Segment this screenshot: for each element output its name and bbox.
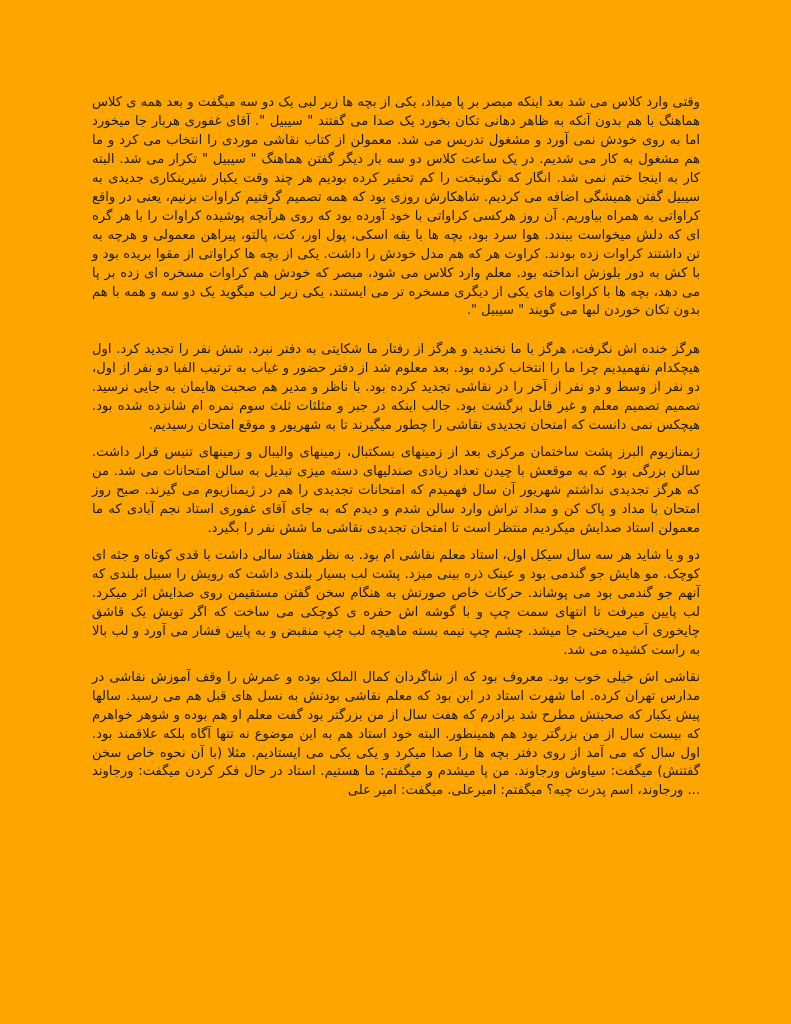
- paragraph-3: ژیمنازیوم البرز پشت ساختمان مرکزی بعد از زمینهای بسکتبال، زمینهای والیبال و زمینهای تنیس قرار داشت. سالن بزرگی بود که به موقعش با چیدن تعداد زیادی صندلیهای دسته میزی تبدیل به سالن امتحانات می شد. من که هرگز تجدیدی نداشتم شهریور آن سال فهمیدم که امتحانات تجدیدی را هم در ژیمنازیوم می گیرند. صبح روز امتحان با مداد و پاک کن و مداد تراش وارد سالن شدم و دیدم که به جای آقای غفوری استاد نجم آبادی که ما معمولن استاد صدایش میکردیم منتظر است تا امتحان تجدیدی نقاشی ما شش نفر را بگیرد.: [92, 445, 700, 537]
- document-body: [92, 94, 700, 801]
- paragraph-4: دو و یا شاید هر سه سال سیکل اول، استاد معلم نقاشی ام بود. به نظر هفتاد سالی داشت با قدی کوتاه و جثه ای کوچک. مو هایش جو گندمی بود و عینک ذره بینی میزد. پشت لب بسیار بلندی داشت که رویش را سبیل بلندی که آنهم جو گندمی بود می پوشاند. حرکات خاص صورتش به هنگام سخن گفتن مستقیمن روی صدایش اثر میکرد. لب پایین میرفت تا انتهای سمت چپ و با گوشه اش حفره ی کوچکی می ساخت که اگر تویش یک قاشق چایخوری آب میریختی جا میشد. چشم چپ نیمه بسته ماهیچه لب چپ منقبض و به پایین فشار می آورد و لب بالا به راست کشیده می شد.: [92, 547, 700, 658]
- paragraph-1: وقتی وارد کلاس می شد بعد اینکه مبصر بر پا میداد، یکی از بچه ها زیر لبی یک دو سه میگفت و بعد همه ی کلاس هماهنگ با هم بدون آنکه به ظاهر دهانی تکان بخورد یک صدا می گفتند " سیبیل ". آقای غفوری هربار جا میخورد اما به روی خودش نمی آورد و مشغول تدریس می شد. معمولن از کتاب نقاشی موردی را انتخاب می کرد و ما هم مشغول به کار می شدیم. در یک ساعت کلاس دو سه بار دیگر گفتن هماهنگ " سیبیل " تکرار می شد. البته کار به اینجا ختم نمی شد. انگار که نگونبخت را کم تحقیر کرده بودیم هر چند وقت یکبار شیرینکاری جدیدی به سیبیل گفتن همیشگی اضافه می کردیم. شاهکارش روزی بود که همه تصمیم گرفتیم کراوات بزنیم، یعنی در واقع کراواتی به همراه بیاوریم. آن روز هرکسی کراواتی با خود آورده بود که روی هرآنچه پوشیده کراوات را با هر گره ای که دلش میخواست ببندد. هوا سرد بود، بچه ها با یقه اسکی، پول اور، کت، پالتو، پیراهن معمولی و هرچه به تن داشتند کراوات زده بودند. کراوت هر که هم مدل خودش را داشت. یکی از بچه ها کراواتی از مقوا بریده بود و با کش به دور بلوزش انداخته بود. معلم وارد کلاس می شود، مبصر که خودش هم کراوات مسخره ای زده بر پا می دهد، بچه ها با کراوات های یکی از دیگری مسخره تر می ایستند، یکی زیر لب میگوید یک دو سه و همه با هم بدون تکان خوردن لبها می گویند " سیبیل ".: [92, 95, 700, 319]
- paragraph-2: هرگز خنده اش نگرفت، هرگز با ما نخندید و هرگز از رفتار ما شکایتی به دفتر نبرد. شش نفر را تجدید کرد. اول هیچکدام نفهمیدیم چرا ما را انتخاب کرده بود. بعد معلوم شد از دفتر حضور و غیاب به ترتیب الفبا دو نفر از اول، دو نفر از وسط و دو نفر از آخر را در نقاشی تجدید کرده بود. با ناظر و مدیر هم صحبت هایمان به جایی نرسید. تصمیم تصمیم معلم و غیر قابل برگشت بود. جالب اینکه در جبر و مثلثات ثلث سوم نمره ام شانزده شده بود. هیچکس نمی دانست که امتحان تجدیدی نقاشی را چطور میگیرند تا به شهریور و موقع امتحان رسیدیم.: [92, 342, 700, 434]
- paragraph-5: نقاشی اش خیلی خوب بود. معروف بود که از شاگردان کمال الملک بوده و عمرش را وقف آموزش نقاشی در مدارس تهران کرده. اما شهرت استاد در این بود که معلم نقاشی بودنش به نسل های قبل هم می رسید. سالها پیش یکبار که صحبتش مطرح شد برادرم که هفت سال از من بزرگتر بود گفت معلم او هم بوده و شوهر خواهرم که بیست سال از من بزرگتر بود هم همینطور. البته خود استاد هم به این موضوع نه تنها آگاه بلکه علاقمند بود. اول سال که می آمد از روی دفتر بچه ها را صدا میکرد و یکی یکی می ایستادیم. مثلا (با آن نحوه خاص سخن گفتنش) میگفت: سیاوش ورجاوند. من پا میشدم و میگفتم: ما هستیم. استاد در حال فکر کردن میگفت: ورجاوند ... ورجاوند، اسم پدرت چیه؟ میگفتم: امیرعلی. میگفت: امیر علی: [92, 669, 700, 799]
